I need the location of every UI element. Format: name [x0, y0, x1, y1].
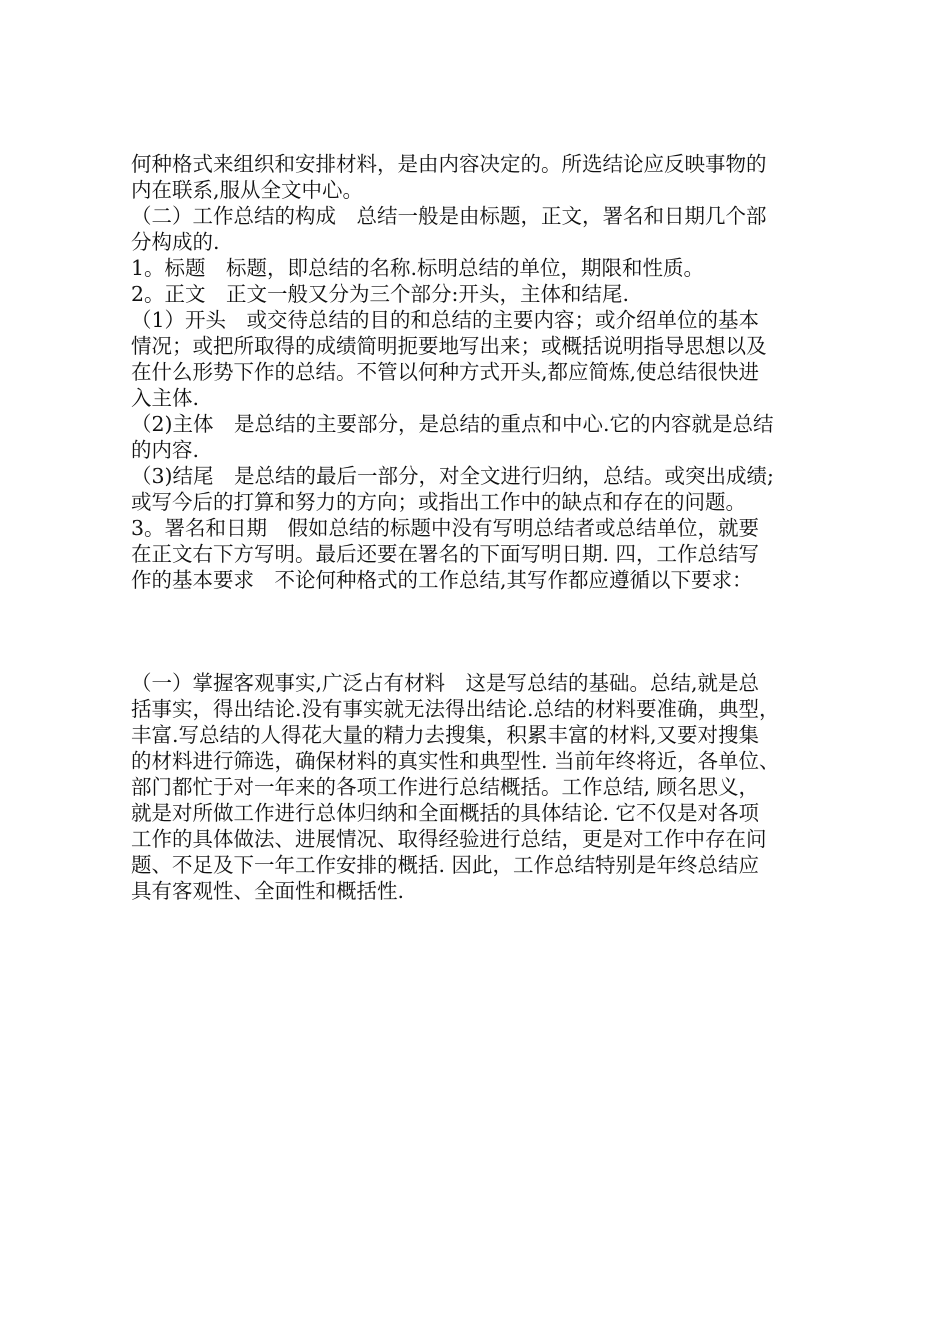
text-line: 在什么形势下作的总结。不管以何种方式开头,都应简炼,使总结很快进: [131, 360, 760, 384]
text-line: 或写今后的打算和努力的方向；或指出工作中的缺点和存在的问题。: [131, 490, 746, 514]
text-line: （1）开头 或交待总结的目的和总结的主要内容；或介绍单位的基本: [131, 308, 760, 332]
text-line: 括事实，得出结论.没有事实就无法得出结论.总结的材料要准确，典型，: [131, 697, 780, 721]
text-line: 部门都忙于对一年来的各项工作进行总结概括。工作总结, 顾名思义，: [131, 775, 760, 799]
text-line: 就是对所做工作进行总体归纳和全面概括的具体结论. 它不仅是对各项: [131, 801, 760, 825]
body-text-section-1: [131, 151, 831, 593]
text-line: 2。正文 正文一般又分为三个部分:开头，主体和结尾.: [131, 282, 629, 306]
text-line: 入主体.: [131, 386, 200, 410]
text-line: （二）工作总结的构成 总结一般是由标题，正文，署名和日期几个部: [131, 204, 767, 228]
text-line: （3)结尾 是总结的最后一部分，对全文进行归纳，总结。或突出成绩;: [131, 464, 774, 488]
text-line: 分构成的.: [131, 230, 220, 254]
text-line: 工作的具体做法、进展情况、取得经验进行总结，更是对工作中存在问: [131, 827, 767, 851]
text-line: （一）掌握客观事实,广泛占有材料 这是写总结的基础。总结,就是总: [131, 671, 760, 695]
text-line: 题、不足及下一年工作安排的概括. 因此，工作总结特别是年终总结应: [131, 853, 760, 877]
text-line: 1。标题 标题，即总结的名称.标明总结的单位，期限和性质。: [131, 256, 705, 280]
text-line: 情况；或把所取得的成绩简明扼要地写出来；或概括说明指导思想以及: [131, 334, 767, 358]
text-line: 在正文右下方写明。最后还要在署名的下面写明日期. 四，工作总结写: [131, 542, 760, 566]
text-line: 内在联系,服从全文中心。: [131, 178, 364, 202]
text-line: 的材料进行筛选，确保材料的真实性和典型性. 当前年终将近，各单位、: [131, 749, 780, 773]
text-line: 的内容.: [131, 438, 200, 462]
text-line: （2)主体 是总结的主要部分，是总结的重点和中心.它的内容就是总结: [131, 412, 774, 436]
text-line: 作的基本要求 不论何种格式的工作总结,其写作都应遵循以下要求：: [131, 568, 753, 592]
body-text-section-2: [131, 670, 831, 904]
text-line: 丰富.写总结的人得花大量的精力去搜集，积累丰富的材料,又要对搜集: [131, 723, 760, 747]
text-line: 何种格式来组织和安排材料，是由内容决定的。所选结论应反映事物的: [131, 152, 767, 176]
text-line: 3。署名和日期 假如总结的标题中没有写明总结者或总结单位，就要: [131, 516, 760, 540]
text-line: 具有客观性、全面性和概括性.: [131, 879, 405, 903]
